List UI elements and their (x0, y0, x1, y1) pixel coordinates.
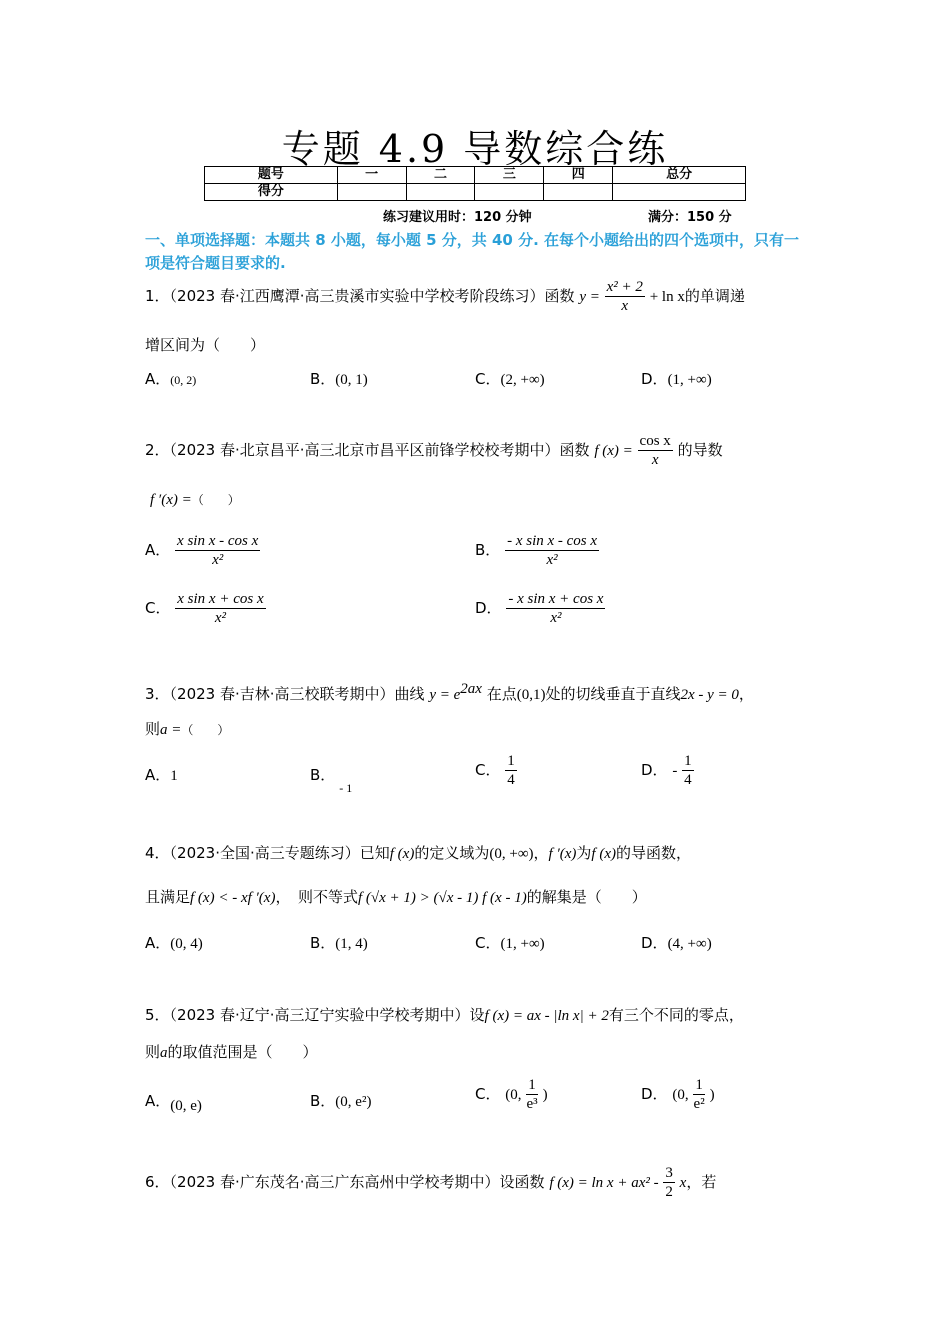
fraction-denominator: x (651, 452, 659, 468)
question-text: 则 (145, 720, 161, 738)
option-value: 1 (170, 768, 178, 784)
option-label: A． (145, 541, 171, 559)
score-header-cell: 总分 (613, 167, 746, 184)
math-expression: y = e (429, 687, 461, 703)
fraction (505, 752, 517, 789)
question-number: 6． (145, 1173, 170, 1191)
question-source: （2023 春·江西鹰潭·高三贵溪市实验中学校考阶段练习）函数 (169, 287, 575, 305)
score-cell[interactable] (544, 184, 613, 201)
option-a[interactable] (145, 368, 196, 389)
full-score: 满分：150 分 (648, 210, 732, 225)
option-value: (0, 4) (170, 936, 203, 952)
option-a[interactable] (145, 1090, 202, 1114)
math-sign: - (672, 763, 678, 779)
math-expression: (0, (505, 1087, 522, 1103)
math-expression: x (679, 1175, 687, 1191)
fraction (663, 1164, 675, 1201)
question-text: 的导函数， (615, 844, 691, 862)
question-text: 的导数 (677, 441, 723, 459)
question-1 (145, 278, 745, 315)
question-source: （2023 春·吉林·高三校联考期中）曲线 (169, 685, 425, 703)
math-expression: f (√x + 1) > (√x - 1) f (x - 1) (357, 890, 527, 906)
question-number: 1． (145, 287, 170, 305)
option-c[interactable] (145, 590, 266, 627)
question-source: （2023 春·北京昌平·高三北京市昌平区前锋学校校考期中）函数 (169, 441, 590, 459)
option-d[interactable] (641, 1076, 715, 1113)
option-label: C． (145, 599, 171, 617)
fraction (506, 590, 605, 627)
math-expression: f (x) = ax - |ln x| + 2 (484, 1008, 609, 1024)
question-5 (145, 1004, 744, 1025)
question-number: 5． (145, 1006, 170, 1024)
math-expression: a (160, 1045, 168, 1061)
option-label: B． (310, 766, 336, 784)
page-title: 专题 4.9 导数综合练 (281, 127, 669, 171)
option-label: C． (475, 934, 501, 952)
score-header-cell: 四 (544, 167, 613, 184)
math-expression: (0, (672, 1087, 689, 1103)
option-a[interactable] (145, 932, 203, 953)
option-value: (2, +∞) (500, 372, 545, 388)
math-expression: (0,1) (516, 687, 546, 703)
math-expression: y = (579, 289, 600, 305)
option-label: A． (145, 1092, 171, 1110)
math-expression: a = (160, 722, 182, 738)
question-text: 为 (576, 844, 592, 862)
option-d[interactable] (641, 932, 712, 953)
question-number: 2． (145, 441, 170, 459)
fraction-numerator: 3 (665, 1165, 673, 1181)
math-expression: f (x) (389, 846, 415, 862)
score-header-cell: 一 (337, 167, 406, 184)
option-label: A． (145, 766, 171, 784)
fraction (175, 532, 260, 569)
option-label: D． (475, 599, 502, 617)
math-expression: f (x) < - xf ′(x) (190, 890, 276, 906)
fraction-numerator: x² + 2 (606, 279, 643, 295)
question-3 (145, 681, 754, 704)
fraction-numerator: 1 (684, 753, 692, 769)
question-text: 的定义域为 (414, 844, 490, 862)
question-text: （ ） (181, 723, 230, 737)
option-label: B． (310, 370, 336, 388)
option-b[interactable] (310, 932, 368, 953)
option-value: (1, +∞) (500, 936, 545, 952)
option-label: B． (310, 934, 336, 952)
question-number: 4． (145, 844, 170, 862)
option-value: - 1 (339, 781, 353, 795)
question-2-line2 (150, 490, 240, 509)
option-b[interactable] (310, 1090, 371, 1111)
fraction (175, 590, 265, 627)
fraction (526, 1076, 538, 1113)
fraction (682, 752, 694, 789)
math-expression: 2x - y = 0 (680, 687, 739, 703)
score-cell[interactable] (475, 184, 544, 201)
option-label: B． (475, 541, 501, 559)
option-label: D． (641, 934, 668, 952)
fraction-denominator: e³ (526, 1096, 538, 1112)
option-value: (4, +∞) (667, 936, 712, 952)
question-3-line2 (145, 718, 229, 739)
score-table-score-row (205, 184, 746, 201)
question-text: ， (738, 685, 754, 703)
fraction-denominator: x² (550, 610, 562, 626)
math-expression: (0, +∞) (489, 846, 534, 862)
fraction-numerator: 1 (528, 1077, 536, 1093)
score-cell[interactable] (337, 184, 406, 201)
question-text: ， (533, 844, 549, 862)
fraction (693, 1076, 705, 1113)
option-c[interactable] (475, 1076, 548, 1113)
question-text: 则 (145, 1043, 161, 1061)
question-text: 有三个不同的零点， (608, 1006, 744, 1024)
question-source: （2023 春·广东茂名·高三广东高州中学校考期中）设函数 (169, 1173, 545, 1191)
option-label: D． (641, 370, 668, 388)
question-2 (145, 432, 723, 469)
option-b[interactable] (310, 368, 368, 389)
question-text: ，若 (686, 1173, 717, 1191)
question-text: ， 则不等式 (275, 888, 358, 906)
fraction-numerator: - x sin x + cos x (508, 591, 604, 607)
option-value: (1, 4) (335, 936, 368, 952)
option-c[interactable] (475, 932, 545, 953)
option-label: A． (145, 934, 171, 952)
question-text: 在点 (486, 685, 517, 703)
fraction-denominator: x² (214, 610, 227, 626)
score-header-cell: 三 (475, 167, 544, 184)
score-header-cell: 题号 (205, 167, 338, 184)
option-label: C． (475, 761, 501, 779)
question-5-line2 (145, 1041, 318, 1062)
question-source: （2023 春·辽宁·高三辽宁实验中学校考期中）设 (169, 1006, 485, 1024)
fraction-denominator: x² (212, 552, 224, 568)
question-text: 的单调递 (684, 287, 745, 305)
option-d[interactable] (641, 752, 694, 789)
option-c[interactable] (475, 752, 517, 789)
option-value: (0, e) (170, 1098, 202, 1114)
score-table (204, 166, 746, 201)
option-value: (0, e²) (335, 1094, 372, 1110)
fraction-numerator: x sin x + cos x (177, 591, 264, 607)
option-label: D． (641, 1085, 668, 1103)
math-expression: f (x) = ln x + ax² - (549, 1175, 659, 1191)
math-expression: + ln x (649, 289, 685, 305)
question-text: 的解集是（ ） (526, 888, 647, 906)
math-expression: f ′(x) = (150, 492, 192, 508)
option-label: C． (475, 1085, 501, 1103)
question-source: （2023·全国·高三专题练习）已知 (169, 844, 390, 862)
fraction-denominator: x² (546, 552, 558, 568)
fraction-numerator: - x sin x - cos x (507, 533, 598, 549)
fraction-denominator: 4 (684, 772, 692, 788)
option-value: (0, 1) (335, 372, 368, 388)
fraction-numerator: 1 (507, 753, 515, 769)
math-expression: f (x) (591, 846, 616, 862)
question-6 (145, 1164, 716, 1201)
score-header-cell: 二 (406, 167, 475, 184)
math-expression: f ′(x) (548, 846, 577, 862)
question-number: 3． (145, 685, 170, 703)
question-text: 且满足 (145, 888, 191, 906)
question-4 (145, 842, 691, 863)
fraction-numerator: 1 (695, 1077, 703, 1093)
fraction-denominator: e² (693, 1096, 705, 1112)
question-text: 处的切线垂直于直线 (545, 685, 681, 703)
math-exponent: 2ax (460, 681, 482, 697)
fraction (638, 432, 673, 469)
fraction (505, 532, 599, 569)
option-b[interactable] (310, 764, 353, 795)
fraction (605, 278, 645, 315)
option-label: D． (641, 761, 668, 779)
option-b[interactable] (475, 532, 599, 569)
option-d[interactable] (641, 368, 712, 389)
math-expression: ) (542, 1087, 548, 1103)
question-text: （ ） (191, 493, 240, 507)
section-heading: 一、单项选择题：本题共 8 小题，每小题 5 分，共 40 分. 在每个小题给出的四个选项中，只有一项是符合题目要求的. (145, 231, 800, 272)
score-table-header-row (205, 167, 746, 184)
option-label: B． (310, 1092, 336, 1110)
fraction-denominator: x (621, 298, 629, 314)
math-expression: f (x) = (594, 443, 633, 459)
fraction-numerator: x sin x - cos x (177, 533, 259, 549)
question-text: 的取值范围是（ ） (167, 1043, 318, 1061)
option-value: (0, 2) (170, 373, 197, 387)
question-1-line2: 增区间为（ ） (145, 336, 266, 354)
fraction-denominator: 4 (507, 772, 515, 788)
option-value: (1, +∞) (667, 372, 712, 388)
option-label: A． (145, 370, 171, 388)
math-expression: ) (709, 1087, 715, 1103)
option-label: C． (475, 370, 501, 388)
fraction-numerator: cos x (639, 433, 671, 449)
option-a[interactable] (145, 532, 260, 569)
suggested-time: 练习建议用时：120 分钟 (383, 210, 532, 225)
option-d[interactable] (475, 590, 605, 627)
score-cell[interactable] (613, 184, 746, 201)
score-row-label: 得分 (205, 184, 338, 201)
fraction-denominator: 2 (665, 1184, 673, 1200)
question-4-line2 (145, 886, 647, 907)
option-a[interactable] (145, 764, 178, 785)
score-cell[interactable] (406, 184, 475, 201)
option-c[interactable] (475, 368, 545, 389)
